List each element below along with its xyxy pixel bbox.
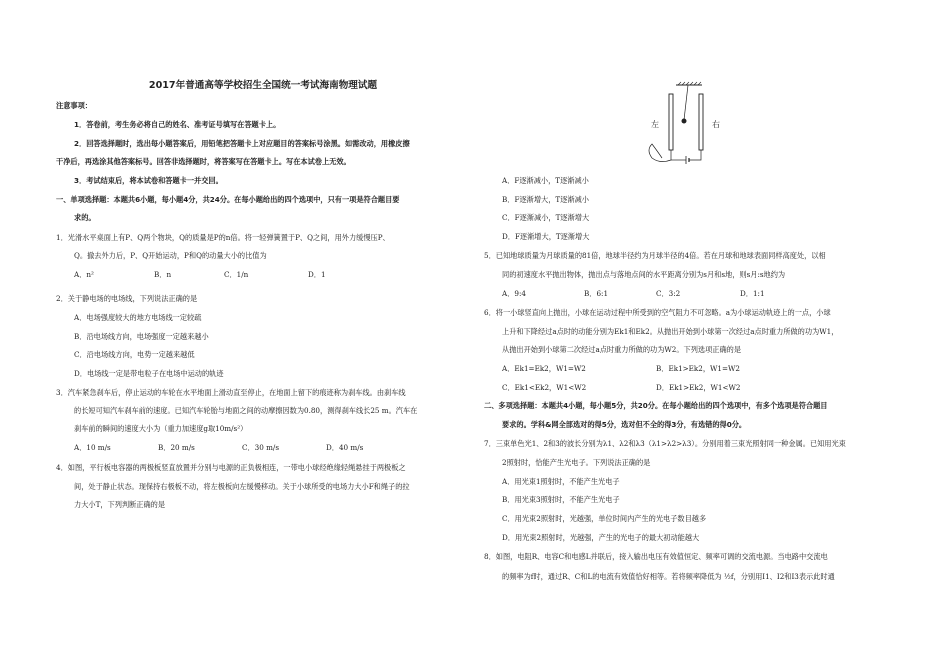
fig-left-label: 左 [651,120,659,129]
q7-option-c: C．用光束2照射时，光越强，单位时间内产生的光电子数目越多 [502,514,707,523]
q2-option-c: C．沿电场线方向，电势一定越来越低 [74,350,195,359]
section2-heading: 二、多项选择题：本题共4小题，每小题5分，共20分。在每小题给出的四个选项中，有多个选项是符合题目 [484,401,828,410]
q3-stem: 3．汽车紧急刹车后，停止运动的车轮在水平地面上滑动直至停止，在地面上留下的痕迹称为刹车线。由刹车线 [56,388,406,397]
q5-option-b: B．6:1 [584,289,609,298]
q5-option-d: D．1:1 [740,289,765,298]
q3-options [56,443,470,457]
q6-stem-cont2: 从抛出开始到小球第二次经过a点时重力所做的功为W2。下列选项正确的是 [502,345,742,354]
q3-option-b: B．20 m/s [158,443,195,452]
q6-stem-cont1: 上升和下降经过a点时的动能分别为Ek1和Ek2。从抛出开始到小球第一次经过a点时重力所做的功为W1， [502,327,839,336]
q7-option-d: D．用光束2照射时，光越强，产生的光电子的最大初动能越大 [502,533,700,542]
q7-stem-cont: 2照射时，恰能产生光电子。下列说法正确的是 [502,458,651,467]
q7-option-b: B．用光束3照射时，不能产生光电子 [502,495,620,504]
section2-heading-cont: 要求的。学科&网全部选对的得5分，选对但不全的得3分，有选错的得0分。 [502,420,747,429]
q3-option-c: C．30 m/s [242,443,280,452]
q5-option-c: C．3:2 [656,289,681,298]
q5-stem-cont: 同的初速度水平抛出物体，抛出点与落地点间的水平距离分别为s月和s地，则s月:s地约为 [502,270,786,279]
q8-stem-cont: 的频率为f时，通过R、C和L的电流有效值恰好相等。若将频率降低为 ½f，分别用I1、I2和I3表示此时通 [502,572,835,581]
q2-option-d: D．电场线一定是带电粒子在电场中运动的轨迹 [74,369,224,378]
q2-option-b: B．沿电场线方向，电场强度一定越来越小 [74,332,209,341]
q1-stem: 1．光滑水平桌面上有P、Q两个物块，Q的质量是P的n倍。将一轻弹簧置于P、Q之间，用外力缓慢压P、 [56,233,390,242]
q4-option-a: A．F逐渐减小，T逐渐减小 [502,176,589,185]
q6-options-cd [484,383,910,397]
q1-option-a: A．n² [74,270,94,279]
q3-stem-cont2: 刹车前的瞬间的速度大小为（重力加速度g取10m/s²） [74,424,248,433]
notice-item-2: 2．回答选择题时，选出每小题答案后，用铅笔把答题卡上对应题目的答案标号涂黑。如需改动，用橡皮擦 [74,139,410,148]
q1-option-c: C．1/n [224,270,249,279]
q6-option-b: B．Ek1>Ek2，W1=W2 [656,364,740,373]
q3-option-d: D．40 m/s [326,443,364,452]
section1-heading-cont: 求的。 [74,213,96,222]
q4-stem: 4．如图，平行板电容器的两极板竖直放置并分别与电源的正负极相连，一带电小球经绝缘轻绳悬挂于两极板之 [56,463,406,472]
notice-heading: 注意事项： [56,101,92,110]
q1-option-b: B．n [154,270,172,279]
q2-stem: 2．关于静电场的电场线，下列说法正确的是 [56,294,198,303]
q7-stem: 7．三束单色光1、2和3的波长分别为λ1、λ2和λ3（λ1>λ2>λ3）。分别用着三束光照射同一种金属。已知用光束 [484,439,846,448]
q6-option-c: C．Ek1<Ek2，W1<W2 [502,383,587,392]
q6-option-a: A．Ek1=Ek2，W1=W2 [502,364,586,373]
q4-stem-cont2: 力大小T，下列判断正确的是 [74,500,166,509]
q6-stem: 6．将一小球竖直向上抛出，小球在运动过程中所受到的空气阻力不可忽略。a为小球运动轨迹上的一点，小球 [484,308,831,317]
q1-stem-cont: Q。撤去外力后，P、Q开始运动，P和Q的动量大小的比值为 [74,251,267,260]
q4-option-d: D．F逐渐增大，T逐渐增大 [502,232,590,241]
q5-option-a: A．9:4 [502,289,526,298]
q7-option-a: A．用光束1照射时，不能产生光电子 [502,477,620,486]
q5-stem: 5．已知地球质量为月球质量的81倍，地球半径约为月球半径的4倍。若在月球和地球表面同样高度处，以相 [484,251,826,260]
q1-option-d: D．1 [308,270,326,279]
q8-stem: 8．如图，电阻R、电容C和电感L并联后，接入输出电压有效值恒定、频率可调的交流电源。当电路中交流电 [484,552,828,561]
q4-option-b: B．F逐渐增大，T逐渐减小 [502,195,589,204]
q5-options [484,289,910,303]
q3-option-a: A．10 m/s [74,443,111,452]
q1-options [56,270,470,286]
fig-right-label: 右 [712,120,720,129]
notice-item-2-cont: 干净后，再选涂其他答案标号。回答非选择题时，将答案写在答题卡上。写在本试卷上无效。 [56,157,351,166]
q6-option-d: D．Ek1>Ek2，W1<W2 [656,383,741,392]
notice-item-3: 3．考试结束后，将本试卷和答题卡一并交回。 [74,176,223,185]
notice-item-1: 1．答卷前，考生务必将自己的姓名、准考证号填写在答题卡上。 [74,120,281,129]
q4-stem-cont1: 间，处于静止状态。现保持右极板不动，将左极板向左缓慢移动。关于小球所受的电场力大小F和绳子的拉 [74,482,410,491]
capacitor-pendulum-figure [648,2,778,172]
q3-stem-cont1: 的长短可知汽车刹车前的速度。已知汽车轮胎与地面之间的动摩擦因数为0.80，测得刹车线长25 m。汽车在 [74,406,418,415]
q2-option-a: A．电场强度较大的地方电场线一定较疏 [74,313,202,322]
section1-heading: 一、单项选择题：本题共6小题，每小题4分，共24分。在每小题给出的四个选项中，只有一项是符合题目要 [56,195,400,204]
q6-options-ab [484,364,910,378]
page-title: 2017年普通高等学校招生全国统一考试海南物理试题 [148,80,378,91]
q4-option-c: C．F逐渐减小，T逐渐增大 [502,213,590,222]
